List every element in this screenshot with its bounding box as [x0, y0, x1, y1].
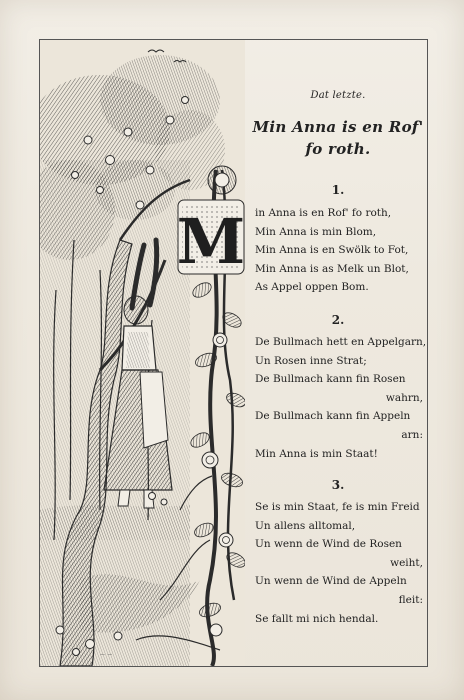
- stanza-2-line-5: De Bullmach kann fin Appeln: [255, 410, 411, 423]
- stanza-1-line-4: Min Anna is as Melk un Blot,: [255, 262, 409, 275]
- stanza-number-1: 1.: [331, 183, 345, 197]
- engraving-svg: [40, 40, 245, 666]
- engraver-mark: — —: [100, 652, 113, 658]
- initial-letter-block: [177, 200, 245, 278]
- stanza-number-2: 2.: [331, 313, 345, 327]
- stanza-3-line-6: fleit:: [398, 593, 423, 606]
- stanza-2-line-7: Min Anna is min Staat!: [255, 447, 378, 460]
- stanza-1-line-3: Min Anna is en Swölk to Fot,: [255, 244, 409, 257]
- stanza-3-line-3: Un wenn de Wind de Rosen: [255, 538, 402, 551]
- stanza-1: [255, 204, 425, 297]
- stanza-1-line-5: As Appel oppen Bom.: [255, 281, 369, 294]
- stanza-2-line-1: De Bullmach hett en Appelgarn,: [255, 336, 427, 348]
- stanza-2-line-6: arn:: [401, 428, 423, 441]
- stanza-3: [255, 498, 425, 628]
- stanza-3-line-1: Se is min Staat, fe is min Freid: [255, 501, 420, 513]
- stanza-2: [255, 333, 425, 463]
- stanza-3-line-5: Un wenn de Wind de Appeln: [255, 575, 407, 588]
- poem-heading: Dat letzte.: [310, 90, 366, 101]
- stanza-1-line-1: in Anna is en Rof' fo roth,: [255, 207, 392, 219]
- stanza-number-3: 3.: [331, 478, 345, 492]
- stanza-1-line-2: Min Anna is min Blom,: [255, 225, 377, 238]
- stanza-3-line-2: Un allens alltomal,: [255, 519, 356, 532]
- engraving-illustration: [40, 40, 245, 666]
- poem-title-line-1: Min Anna is en Rof': [252, 118, 424, 136]
- stanza-3-line-7: Se fallt mi nich hendal.: [255, 612, 379, 625]
- poem-title-line-2: fo roth.: [305, 140, 371, 158]
- poem-title: [250, 116, 426, 160]
- poem-column: [250, 40, 426, 666]
- stanza-3-line-4: weiht,: [390, 556, 423, 569]
- stanza-2-line-3: De Bullmach kann fin Rosen: [255, 373, 406, 386]
- stanza-2-line-4: wahrn,: [385, 391, 423, 404]
- stanza-2-line-2: Un Rosen inne Strat;: [255, 354, 367, 367]
- initial-letter: M: [176, 205, 245, 278]
